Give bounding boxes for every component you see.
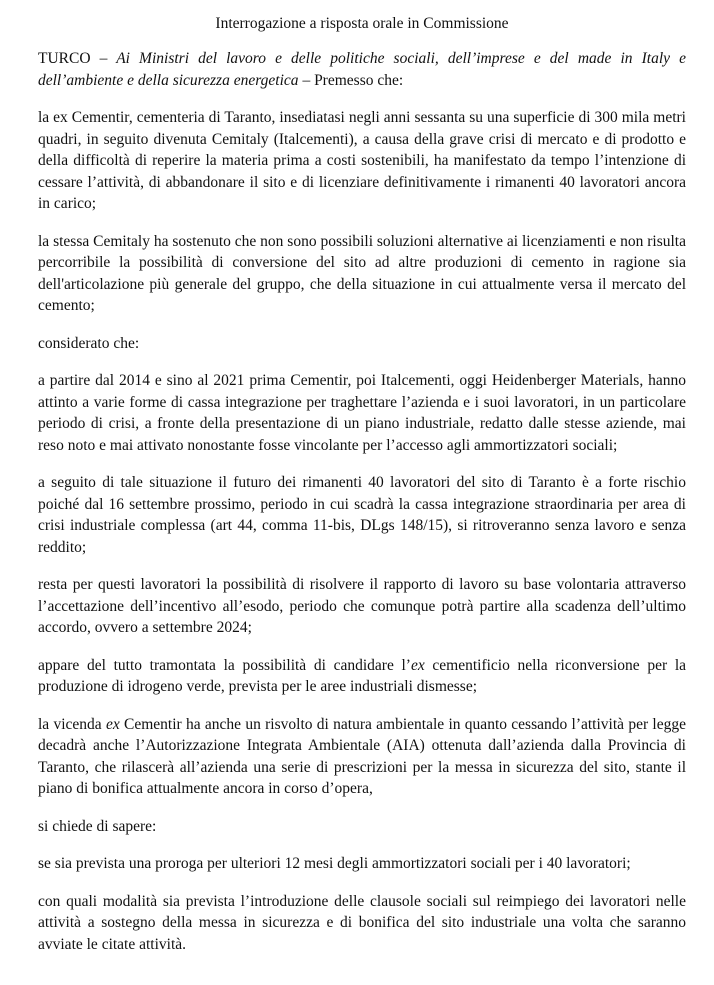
author-name: TURCO [38,50,91,67]
p7-text-before: appare del tutto tramontata la possibilità di candidare l’ [38,656,411,674]
paragraph-1: la ex Cementir, cementeria di Taranto, insediatasi negli anni sessanta su una superficie di 300 mila metri quadri, in seguito divenuta Cemitaly (Italcementi), a causa della grave crisi di mercato e di prodotto e della difficoltà di reperire la materia prima a costi sostenibili, ha manifestato da tempo l’intenzione di cessare l’attività, di abbandonare il sito e di licenziare definitivamente i rimanenti 40 lavoratori ancora in carico; [38,109,686,212]
p8-text-before: la vicenda [38,715,106,733]
paragraph-7 [38,655,686,698]
intro-paragraph [38,48,686,91]
p7-text-after: cementificio nella riconversione per la produzione di idrogeno verde, prevista per le aree industriali dismesse; [38,656,687,695]
paragraph-6: resta per questi lavoratori la possibilità di risolvere il rapporto di lavoro su base volontaria attraverso l’accettazione dell’incentivo all’esodo, periodo che comunque potrà partire alla scadenza dell’ultimo accordo, ovvero a settembre 2024; [38,576,686,636]
document-heading: Interrogazione a risposta orale in Commissione [215,15,509,32]
p7-emphasis: ex [410,656,425,674]
paragraph-10: se sia prevista una proroga per ulteriori 12 mesi degli ammortizzatori sociali per i 40 lavoratori; [38,855,631,872]
paragraph-8 [38,714,686,800]
paragraph-9: si chiede di sapere: [38,817,157,835]
intro-lead: Premesso che: [314,71,404,89]
intro-dash: – [298,71,315,89]
intro-dash: – [90,50,117,67]
paragraph-11: con quali modalità sia prevista l’introduzione delle clausole sociali sul reimpiego dei lavoratori nelle attività a sostegno della messa in sicurezza e di bonifica del sito industriale una volta che saranno avviate le citate attività. [38,892,686,953]
p8-emphasis: ex [105,715,120,733]
document-page [38,14,686,971]
paragraph-2: la stessa Cemitaly ha sostenuto che non sono possibili soluzioni alternative ai licenziamenti e non risulta percorribile la possibilità di conversione del sito ad altre produzioni di cemento in ragione sia dell'articolazione più generale del gruppo, che della situazione in cui attualmente versa il mercato del cemento; [38,232,686,314]
paragraph-3: considerato che: [38,334,140,352]
p8-text-after: Cementir ha anche un risvolto di natura ambientale in quanto cessando l’attività per legge decadrà anche l’Autorizzazione Integrata Ambientale (AIA) ottenuta dall’azienda dalla Provincia di Taranto, che rilascerà all’azienda una serie di prescrizioni per la messa in sicurezza del sito, stante il piano di bonifica attualmente ancora in corso d’opera, [38,715,686,797]
addressees: Ai Ministri del lavoro e delle politiche sociali, dell’imprese e del made in Italy e dell’ambiente e della sicurezza energetica [38,50,686,89]
paragraph-5: a seguito di tale situazione il futuro dei rimanenti 40 lavoratori del sito di Taranto è a forte rischio poiché dal 16 settembre prossimo, periodo in cui scadrà la cassa integrazione straordinaria per area di crisi industriale complessa (art 44, comma 11-bis, DLgs 148/15), si ritroveranno senza lavoro e senza reddito; [38,474,686,556]
paragraph-4: a partire dal 2014 e sino al 2021 prima Cementir, poi Italcementi, oggi Heidenberger Materials, hanno attinto a varie forme di cassa integrazione per traghettare l’azienda e i suoi lavoratori, in un particolare periodo di crisi, a fronte della presentazione di un piano industriale, redatto dalle stesse aziende, mai reso noto e mai attivato nonostante fosse vincolante per l’accesso agli ammortizzatori sociali; [38,372,686,454]
